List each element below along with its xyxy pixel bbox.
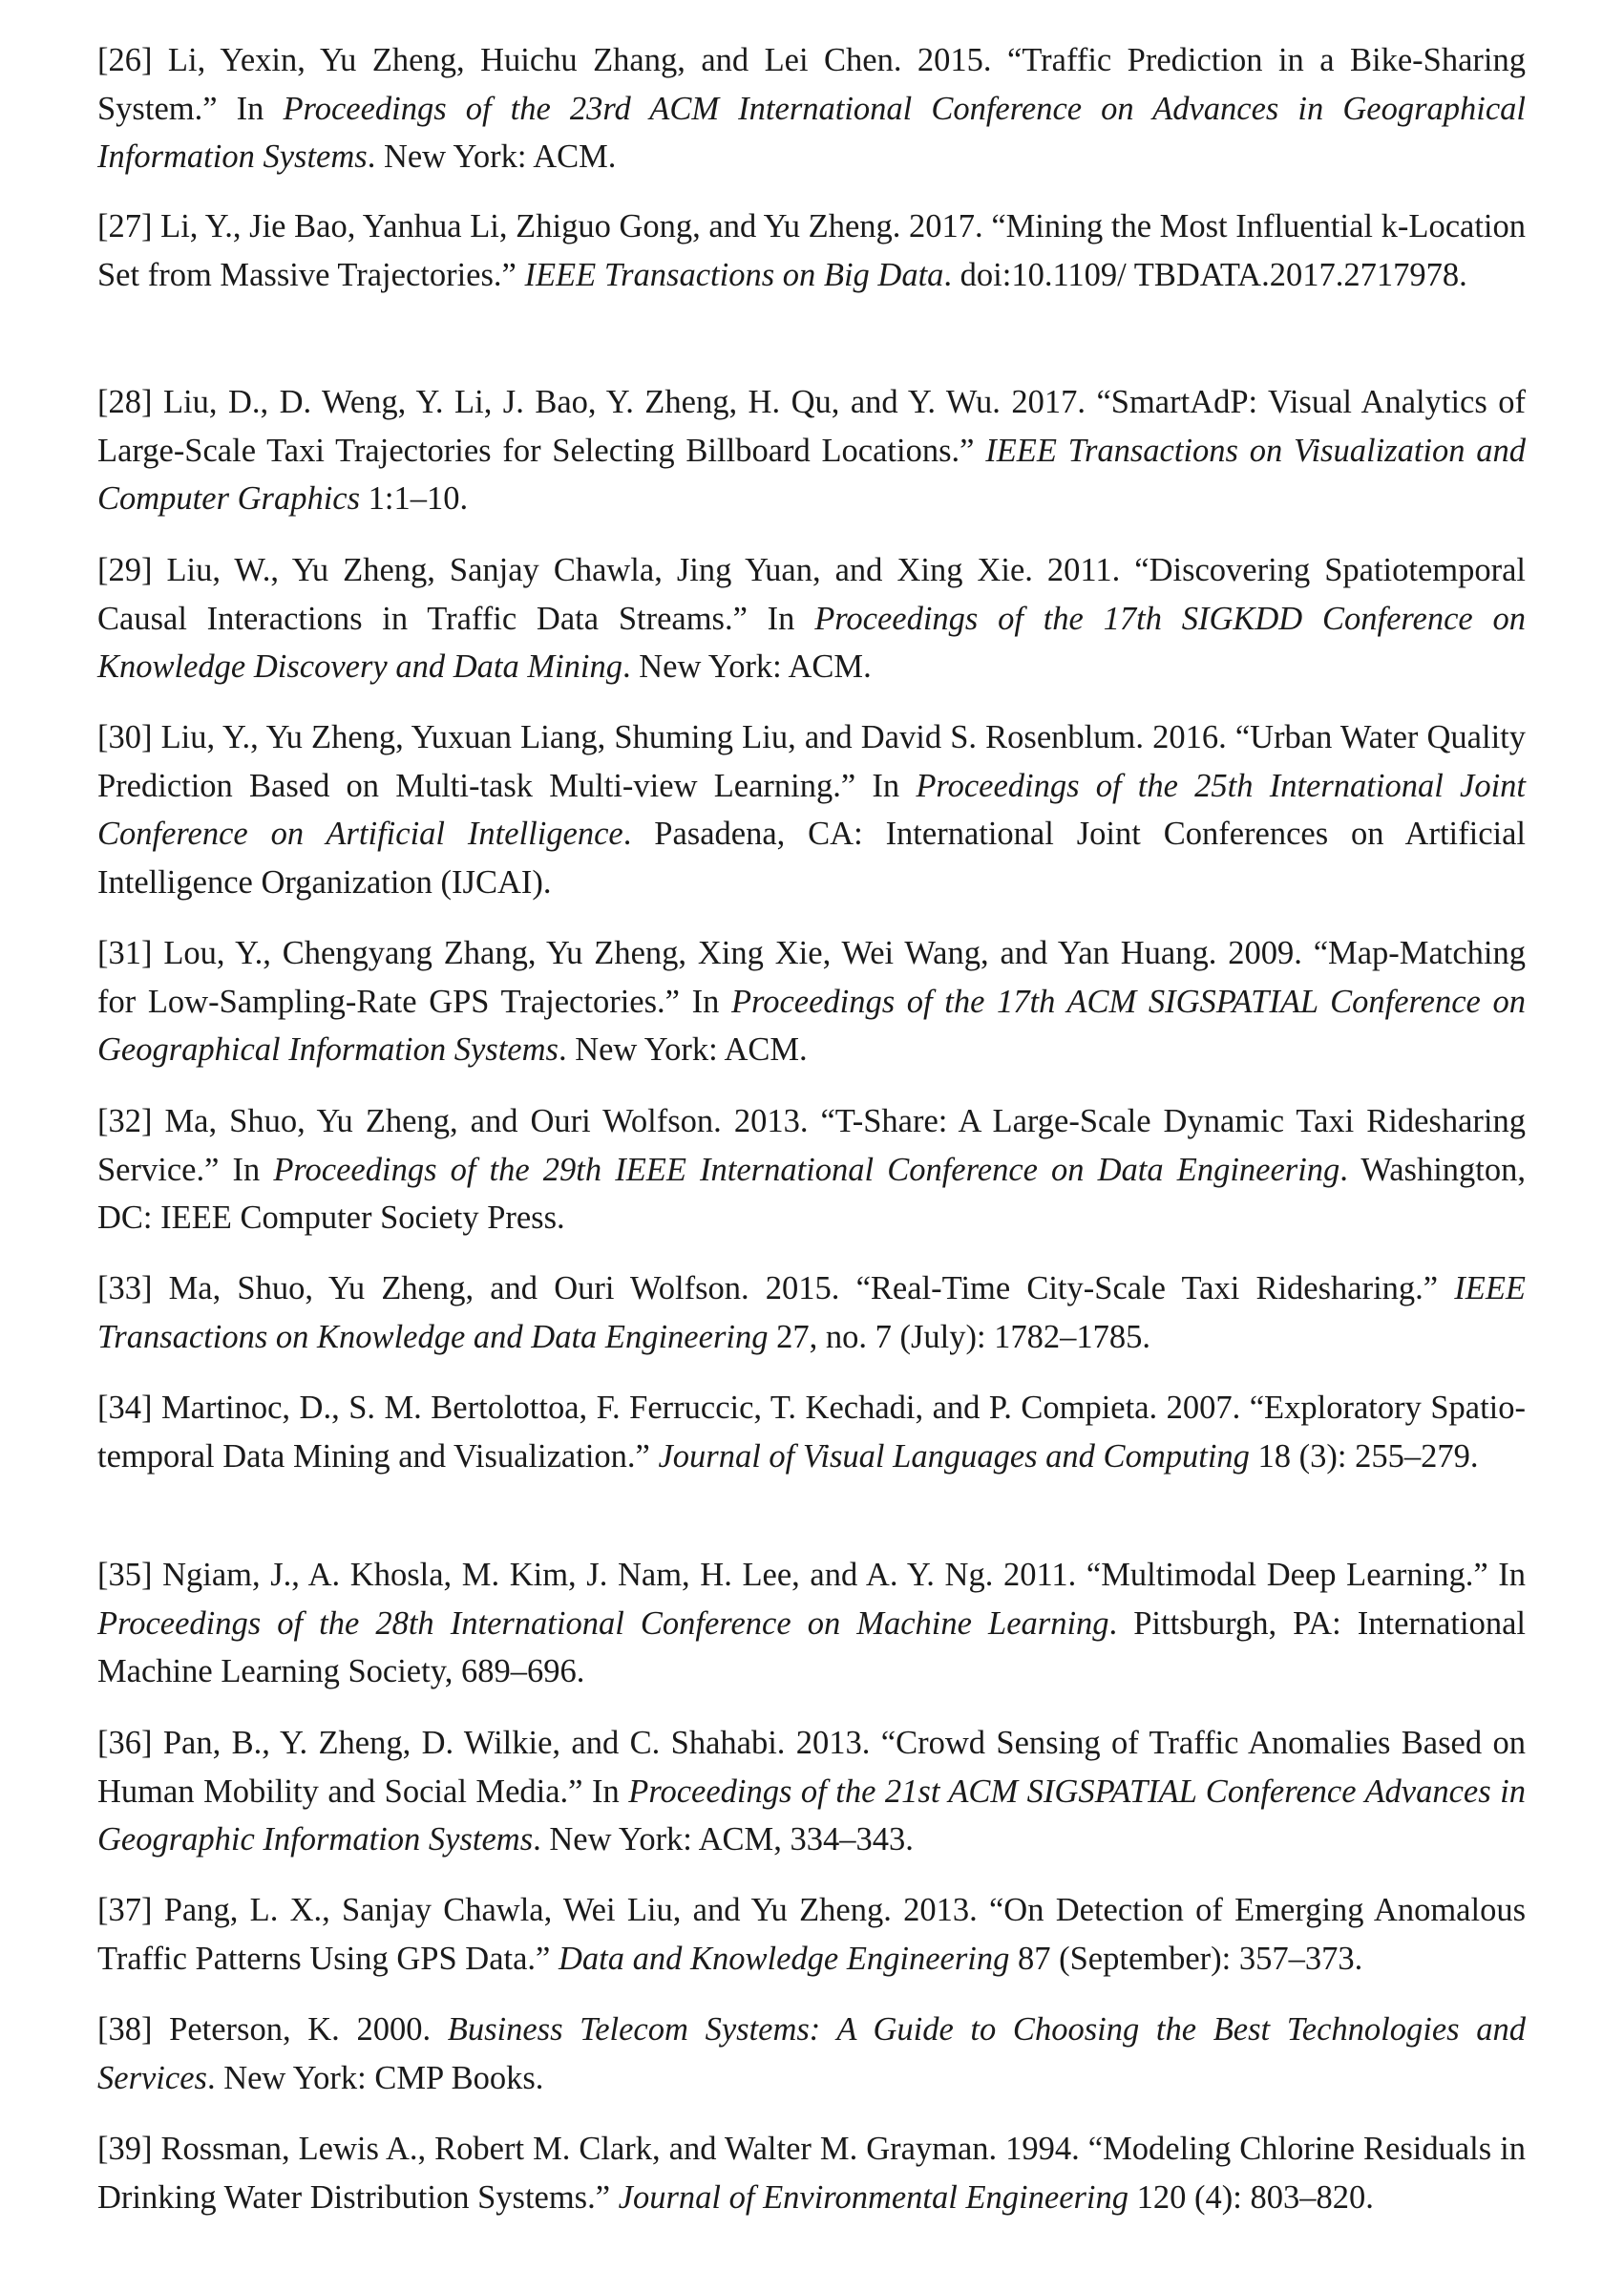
reference-entry — [97, 2125, 1526, 2221]
reference-entry — [97, 378, 1526, 523]
reference-entry — [97, 929, 1526, 1074]
reference-source-title: Proceedings of the 29th IEEE International Conference on Data Engineering — [273, 1151, 1340, 1188]
reference-text: . New York: ACM. — [622, 648, 872, 685]
reference-entry — [97, 1551, 1526, 1696]
reference-text: 27, no. 7 (July): 1782–1785. — [768, 1318, 1151, 1355]
reference-text: . doi:10.1109/ TBDATA.2017.2717978. — [943, 256, 1467, 293]
reference-text: 120 (4): 803–820. — [1128, 2178, 1374, 2216]
reference-source-title: Proceedings of the 23rd ACM International Conference on Advances in Geographical Information Systems — [97, 90, 1526, 175]
reference-entry — [97, 202, 1526, 299]
reference-entry — [97, 1384, 1526, 1480]
reference-text: 87 (September): 357–373. — [1009, 1940, 1363, 1977]
reference-text: . New York: CMP Books. — [206, 2059, 544, 2096]
reference-text: . New York: ACM, 334–343. — [533, 1821, 914, 1858]
reference-text: . New York: ACM. — [558, 1031, 808, 1068]
reference-text: [38] Peterson, K. 2000. — [97, 2011, 448, 2048]
reference-source-title: IEEE Transactions on Big Data — [524, 256, 944, 293]
reference-entry — [97, 1097, 1526, 1242]
reference-entry — [97, 1886, 1526, 1983]
reference-text: [29] Liu, W., Yu Zheng, Sanjay Chawla, Jing Yuan, and Xing Xie. 2011. “Discovering Spatiotemporal Causal Interactions in Traffic Data Streams.” In — [97, 552, 1526, 637]
reference-text: . Washington, DC: IEEE Computer Society Press. — [97, 1151, 1526, 1236]
reference-text: [37] Pang, L. X., Sanjay Chawla, Wei Liu, and Yu Zheng. 2013. “On Detection of Emerging Anomalous Traffic Patterns Using GPS Data.” — [97, 1892, 1526, 1977]
reference-entry — [97, 546, 1526, 691]
reference-source-title: Proceedings of the 28th International Conference on Machine Learning — [97, 1604, 1109, 1642]
reference-text: . Pasadena, CA: International Joint Conferences on Artificial Intelligence Organization (IJCAI). — [97, 816, 1526, 901]
reference-text: [35] Ngiam, J., A. Khosla, M. Kim, J. Nam, H. Lee, and A. Y. Ng. 2011. “Multimodal Deep Learning.” In — [97, 1557, 1526, 1593]
reference-source-title: Proceedings of the 25th International Joint Conference on Artificial Intelligence — [97, 767, 1526, 852]
reference-entry — [97, 36, 1526, 181]
reference-text: [28] Liu, D., D. Weng, Y. Li, J. Bao, Y. Zheng, H. Qu, and Y. Wu. 2017. “SmartAdP: Visual Analytics of Large-Scale Taxi Trajectories for Selecting Billboard Locations.” — [97, 384, 1526, 469]
reference-text: [30] Liu, Y., Yu Zheng, Yuxuan Liang, Shuming Liu, and David S. Rosenblum. 2016. “Urban Water Quality Prediction Based on Multi-task Multi-view Learning.” In — [97, 719, 1526, 804]
reference-text: [33] Ma, Shuo, Yu Zheng, and Ouri Wolfson. 2015. “Real-Time City-Scale Taxi Ridesharing.” — [97, 1270, 1455, 1306]
reference-text: [27] Li, Y., Jie Bao, Yanhua Li, Zhiguo Gong, and Yu Zheng. 2017. “Mining the Most Influential k-Location Set from Massive Trajectories.” — [97, 208, 1526, 293]
reference-source-title: Proceedings of the 17th SIGKDD Conference on Knowledge Discovery and Data Mining — [97, 600, 1526, 685]
reference-source-title: Data and Knowledge Engineering — [558, 1940, 1010, 1977]
reference-text: [36] Pan, B., Y. Zheng, D. Wilkie, and C. Shahabi. 2013. “Crowd Sensing of Traffic Anomalies Based on Human Mobility and Social Media.” In — [97, 1725, 1526, 1810]
reference-text: . New York: ACM. — [367, 138, 617, 175]
reference-text: . Pittsburgh, PA: International Machine Learning Society, 689–696. — [97, 1604, 1527, 1689]
reference-text: 18 (3): 255–279. — [1249, 1437, 1479, 1475]
reference-text: [31] Lou, Y., Chengyang Zhang, Yu Zheng, Xing Xie, Wei Wang, and Yan Huang. 2009. “Map-Matching for Low-Sampling-Rate GPS Trajectories.” In — [97, 935, 1526, 1020]
reference-source-title: Proceedings of the 21st ACM SIGSPATIAL Conference Advances in Geographic Information Systems — [97, 1773, 1526, 1858]
reference-entry — [97, 1719, 1526, 1864]
reference-source-title: Business Telecom Systems: A Guide to Choosing the Best Technologies and Services — [97, 2011, 1526, 2096]
reference-source-title: IEEE Transactions on Knowledge and Data Engineering — [97, 1270, 1526, 1355]
reference-text: [39] Rossman, Lewis A., Robert M. Clark, and Walter M. Grayman. 1994. “Modeling Chlorine Residuals in Drinking Water Distribution Systems.” — [97, 2131, 1526, 2216]
reference-source-title: Proceedings of the 17th ACM SIGSPATIAL Conference on Geographical Information Systems — [97, 983, 1526, 1068]
reference-source-title: IEEE Transactions on Visualization and Computer Graphics — [97, 432, 1526, 517]
reference-text: [32] Ma, Shuo, Yu Zheng, and Ouri Wolfson. 2013. “T-Share: A Large-Scale Dynamic Taxi Ridesharing Service.” In — [97, 1103, 1526, 1188]
reference-source-title: Journal of Visual Languages and Computing — [658, 1437, 1250, 1475]
reference-text: [26] Li, Yexin, Yu Zheng, Huichu Zhang, and Lei Chen. 2015. “Traffic Prediction in a Bike-Sharing System.” In — [97, 42, 1526, 127]
reference-source-title: Journal of Environmental Engineering — [618, 2178, 1129, 2216]
reference-text: 1:1–10. — [360, 480, 469, 517]
reference-entry — [97, 1264, 1526, 1361]
reference-entry — [97, 713, 1526, 906]
reference-entry — [97, 2006, 1526, 2102]
reference-text: [34] Martinoc, D., S. M. Bertolottoa, F. Ferruccic, T. Kechadi, and P. Compieta. 2007. “Exploratory Spatio-temporal Data Mining and Visualization.” — [97, 1390, 1526, 1475]
